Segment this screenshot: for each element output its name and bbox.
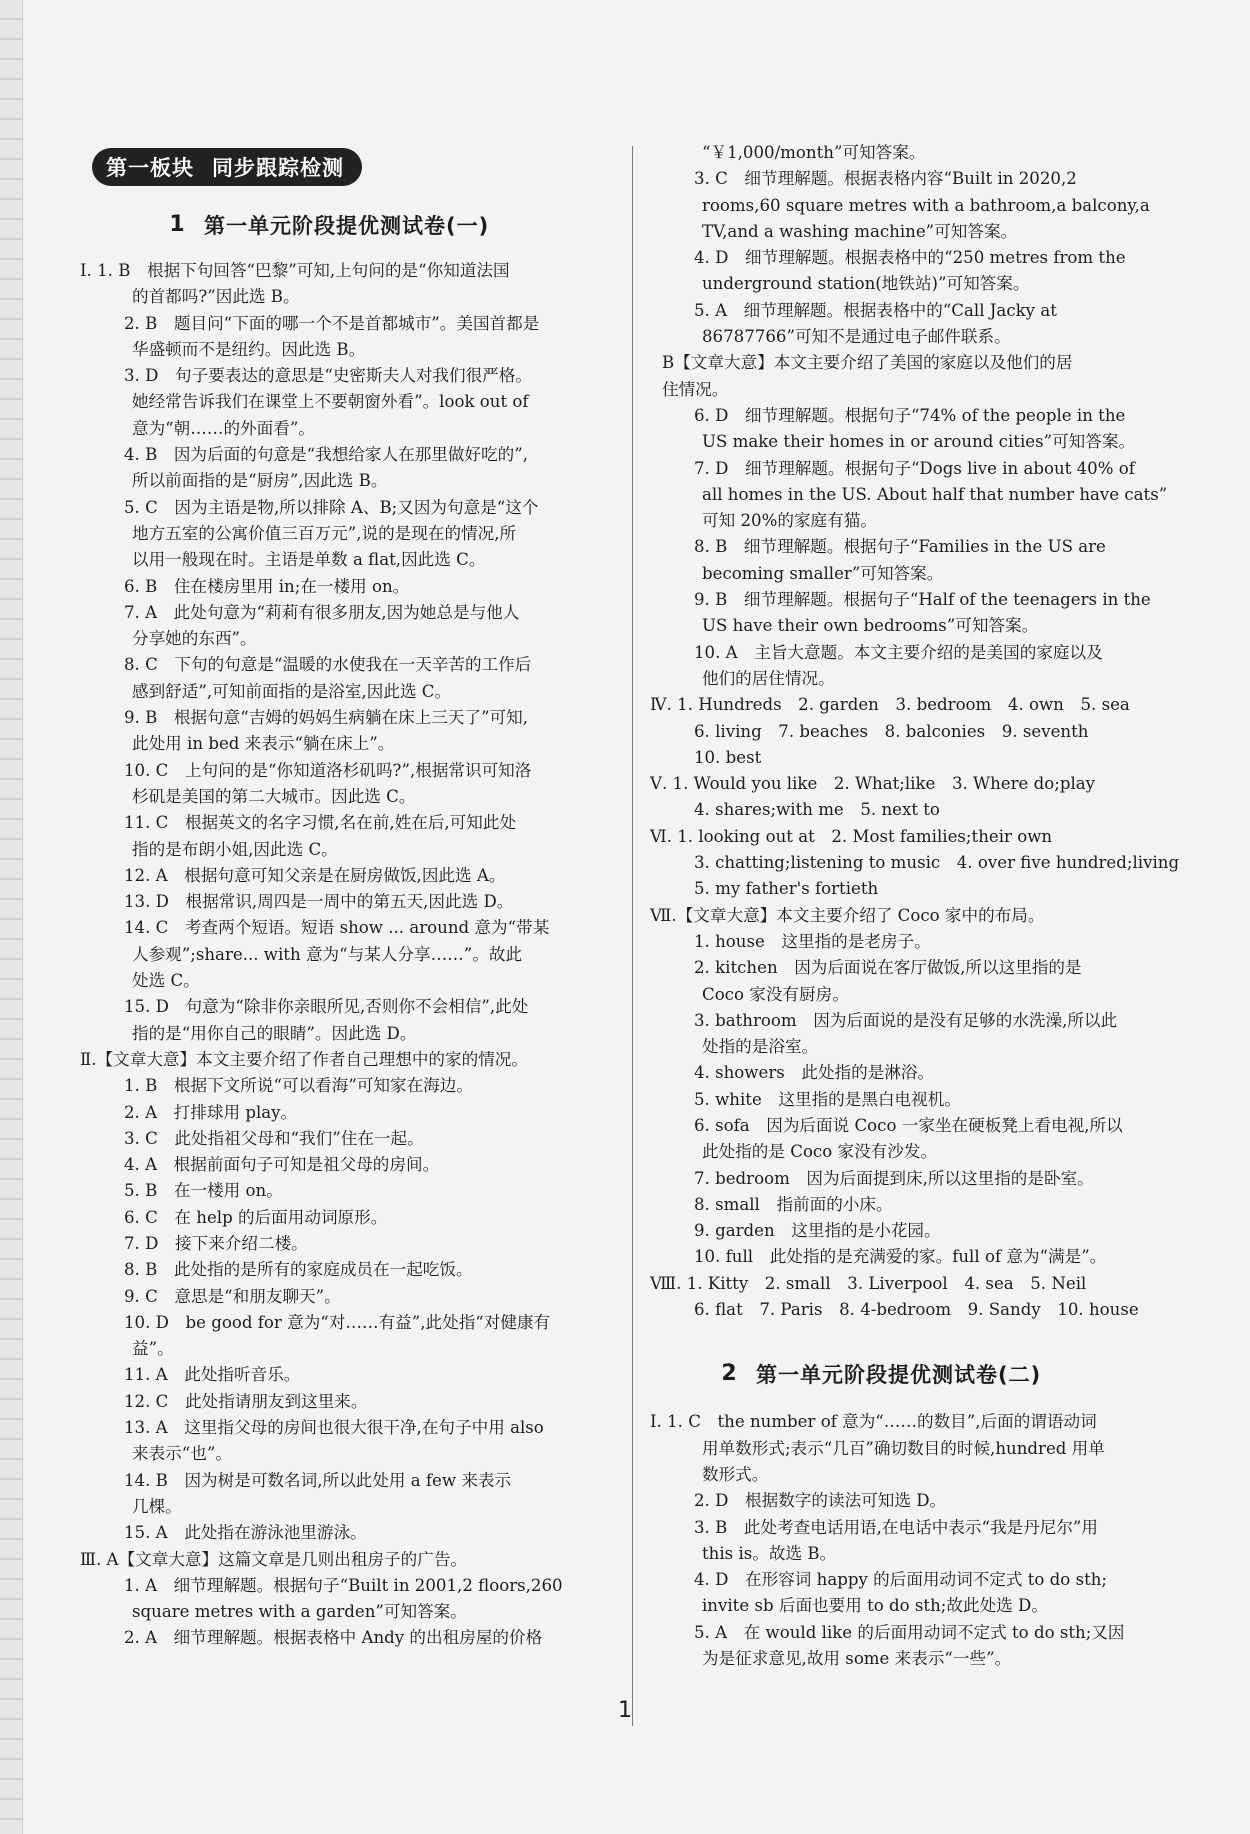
answer-line: 3. C 此处指祖父母和“我们”住在一起。 [124, 1128, 424, 1148]
answer-line: 3. bathroom 因为后面说的是没有足够的水洗澡,所以此 [694, 1010, 1118, 1030]
answer-line: 9. B 根据句意“吉姆的妈妈生病躺在床上三天了”可知, [124, 708, 529, 728]
answer-line: 15. A 此处指在游泳池里游泳。 [124, 1523, 367, 1543]
part-heading-line: Ⅵ. 1. looking out at 2. Most families;their own [650, 826, 1053, 846]
answer-line: 1. B 根据下文所说“可以看海”可知家在海边。 [124, 1076, 473, 1096]
answer-continuation-line: 感到舒适”,可知前面指的是浴室,因此选 C。 [132, 681, 452, 701]
answer-continuation-line: “￥1,000/month”可知答案。 [702, 143, 926, 162]
right-answer-list [650, 140, 1187, 1672]
answer-continuation-line: 此处指的是 Coco 家没有沙发。 [702, 1142, 938, 1162]
answer-line: 3. B 此处考查电话用语,在电话中表示“我是丹尼尔”用 [694, 1517, 1099, 1537]
answer-line: 10. full 此处指的是充满爱的家。full of 意为“满是”。 [694, 1247, 1107, 1267]
answer-continuation-line: underground station(地铁站)”可知答案。 [702, 274, 1030, 294]
banner-main: 第一板块 [106, 156, 194, 180]
answer-continuation-line: 处选 C。 [132, 971, 200, 991]
answer-continuation-line: 人参观”;share... with 意为“与某人分享……”。故此 [132, 944, 523, 964]
answer-line: 6. flat 7. Paris 8. 4-bedroom 9. Sandy 10. house [694, 1300, 1139, 1320]
answer-line: 7. D 细节理解题。根据句子“Dogs live in about 40% of [694, 458, 1135, 478]
answer-line: 2. kitchen 因为后面说在客厅做饭,所以这里指的是 [694, 958, 1082, 978]
answer-continuation-line: invite sb 后面也要用 to do sth;故此处选 D。 [702, 1596, 1048, 1616]
section-number: 1 [169, 212, 185, 237]
answer-continuation-line: 处指的是浴室。 [702, 1037, 819, 1057]
answer-line: 8. B 细节理解题。根据句子“Families in the US are [694, 537, 1106, 557]
answer-continuation-line: 以用一般现在时。主语是单数 a flat,因此选 C。 [132, 550, 486, 570]
answer-line: 1. house 这里指的是老房子。 [694, 931, 931, 951]
answer-continuation-line: 来表示“也”。 [132, 1444, 232, 1464]
section-title: 第一单元阶段提优测试卷(一) [204, 214, 490, 238]
answer-line: 8. B 此处指的是所有的家庭成员在一起吃饭。 [124, 1260, 473, 1280]
answer-line: 14. B 因为树是可数名词,所以此处用 a few 来表示 [124, 1470, 512, 1490]
answer-line: 15. D 句意为“除非你亲眼所见,否则你不会相信”,此处 [124, 997, 529, 1017]
answer-line: 7. bedroom 因为后面提到床,所以这里指的是卧室。 [694, 1168, 1094, 1188]
answer-line: 11. C 根据英文的名字习惯,名在前,姓在后,可知此处 [124, 813, 517, 833]
answer-continuation-line: 益”。 [132, 1339, 174, 1359]
part-heading-line: Ⅷ. 1. Kitty 2. small 3. Liverpool 4. sea 5. Neil [650, 1273, 1087, 1293]
answer-line: 8. small 指前面的小床。 [694, 1194, 893, 1214]
part-heading-line: 住情况。 [662, 379, 729, 399]
part-heading-line: Ⅲ. A【文章大意】这篇文章是几则出租房子的广告。 [80, 1549, 468, 1569]
answer-line: 6. living 7. beaches 8. balconies 9. seventh [694, 721, 1089, 741]
answer-continuation-line: becoming smaller”可知答案。 [702, 563, 944, 583]
answer-continuation-line: 几棵。 [132, 1496, 182, 1516]
section-heading [162, 210, 617, 240]
answer-continuation-line: 的首都吗?”因此选 B。 [132, 287, 300, 307]
answer-line: 10. D be good for 意为“对……有益”,此处指“对健康有 [124, 1312, 551, 1332]
part-heading-line: Ⅴ. 1. Would you like 2. What;like 3. Where do;play [650, 774, 1096, 794]
section-heading [714, 1359, 1187, 1389]
answer-line: 7. D 接下来介绍二楼。 [124, 1233, 308, 1253]
answer-line: 2. A 打排球用 play。 [124, 1102, 298, 1122]
answer-line: 6. sofa 因为后面说 Coco 一家坐在硬板凳上看电视,所以 [694, 1115, 1123, 1135]
page-number: 1 [618, 1698, 632, 1723]
answer-continuation-line: 指的是布朗小姐,因此选 C。 [132, 839, 338, 859]
answer-line: 6. C 在 help 的后面用动词原形。 [124, 1207, 388, 1227]
answer-line: 5. A 在 would like 的后面用动词不定式 to do sth;又因 [694, 1622, 1125, 1642]
part-heading-line: Ⅱ.【文章大意】本文主要介绍了作者自己理想中的家的情况。 [80, 1049, 528, 1069]
answer-continuation-line: 此处用 in bed 来表示“躺在床上”。 [132, 734, 395, 754]
column-divider [632, 146, 633, 1726]
left-column [80, 148, 617, 1652]
answer-continuation-line: square metres with a garden”可知答案。 [132, 1602, 467, 1622]
answer-line: 5. B 在一楼用 on。 [124, 1181, 283, 1201]
answer-continuation-line: 他们的居住情况。 [702, 668, 835, 688]
answer-line: 7. A 此处句意为“莉莉有很多朋友,因为她总是与他人 [124, 602, 520, 622]
answer-line: 8. C 下句的句意是“温暖的水使我在一天辛苦的工作后 [124, 655, 532, 675]
answer-line: 6. D 细节理解题。根据句子“74% of the people in the [694, 405, 1126, 425]
answer-continuation-line: TV,and a washing machine”可知答案。 [702, 221, 1018, 241]
answer-continuation-line: 地方五室的公寓价值三百万元”,说的是现在的情况,所 [132, 523, 517, 543]
answer-continuation-line: this is。故选 B。 [702, 1543, 837, 1563]
section-title: 第一单元阶段提优测试卷(二) [756, 1363, 1042, 1388]
answer-line: 12. C 此处指请朋友到这里来。 [124, 1391, 368, 1411]
answer-line: 4. D 在形容词 happy 的后面用动词不定式 to do sth; [694, 1570, 1108, 1590]
banner-sub: 同步跟踪检测 [212, 156, 344, 180]
answer-line: 4. showers 此处指的是淋浴。 [694, 1063, 935, 1083]
answer-continuation-line: 分享她的东西”。 [132, 629, 257, 649]
answer-line: 5. my father's fortieth [694, 879, 879, 899]
answer-line: 9. B 细节理解题。根据句子“Half of the teenagers in the [694, 590, 1151, 610]
answer-continuation-line: 指的是“用你自己的眼睛”。因此选 D。 [132, 1023, 417, 1043]
answer-continuation-line: 所以前面指的是“厨房”,因此选 B。 [132, 471, 388, 491]
part-heading-line: Ⅰ. 1. B 根据下句回答“巴黎”可知,上句问的是“你知道法国 [80, 261, 510, 280]
answer-line: 12. A 根据句意可知父亲是在厨房做饭,因此选 A。 [124, 865, 506, 885]
answer-continuation-line: US have their own bedrooms”可知答案。 [702, 616, 1039, 636]
answer-line: 10. best [694, 747, 762, 767]
part-heading-line: Ⅶ.【文章大意】本文主要介绍了 Coco 家中的布局。 [650, 905, 1045, 925]
answer-line: 11. A 此处指听音乐。 [124, 1365, 301, 1385]
right-column [650, 140, 1187, 1672]
answer-continuation-line: 可知 20%的家庭有猫。 [702, 511, 877, 531]
answer-continuation-line: 为是征求意见,故用 some 来表示“一些”。 [702, 1649, 1012, 1669]
answer-line: 3. chatting;listening to music 4. over five hundred;living [694, 853, 1180, 873]
answer-line: 3. D 句子要表达的意思是“史密斯夫人对我们很严格。 [124, 366, 532, 386]
answer-line: 2. B 题目问“下面的哪一个不是首都城市”。美国首都是 [124, 313, 540, 333]
answer-line: 3. C 细节理解题。根据表格内容“Built in 2020,2 [694, 169, 1077, 189]
section-number: 2 [721, 1361, 737, 1387]
answer-continuation-line: 意为“朝……的外面看”。 [132, 418, 315, 438]
answer-continuation-line: 用单数形式;表示“几百”确切数目的时候,hundred 用单 [702, 1438, 1105, 1458]
answer-line: 4. B 因为后面的句意是“我想给家人在那里做好吃的”, [124, 445, 529, 465]
page-binding-edge [0, 0, 23, 1834]
answer-continuation-line: all homes in the US. About half that number have cats” [702, 484, 1168, 504]
answer-continuation-line: rooms,60 square metres with a bathroom,a balcony,a [702, 195, 1150, 215]
part-heading-line: Ⅳ. 1. Hundreds 2. garden 3. bedroom 4. own 5. sea [650, 695, 1130, 715]
answer-line: 2. D 根据数字的读法可知选 D。 [694, 1491, 947, 1511]
answer-continuation-line: 她经常告诉我们在课堂上不要朝窗外看”。look out of [132, 392, 529, 412]
answer-line: 4. D 细节理解题。根据表格中的“250 metres from the [694, 248, 1126, 268]
answer-continuation-line: 杉矶是美国的第二大城市。因此选 C。 [132, 786, 416, 806]
answer-line: 14. C 考查两个短语。短语 show ... around 意为“带某 [124, 918, 550, 938]
answer-line: 9. garden 这里指的是小花园。 [694, 1221, 941, 1241]
answer-line: 4. A 根据前面句子可知是祖父母的房间。 [124, 1155, 440, 1175]
answer-continuation-line: US make their homes in or around cities”可知答案。 [702, 432, 1136, 452]
left-answer-list [80, 210, 617, 1652]
answer-line: 10. C 上句问的是“你知道洛杉矶吗?”,根据常识可知洛 [124, 760, 532, 780]
answer-line: 4. shares;with me 5. next to [694, 800, 940, 820]
answer-continuation-line: Coco 家没有厨房。 [702, 984, 849, 1004]
answer-continuation-line: 华盛顿而不是纽约。因此选 B。 [132, 339, 366, 359]
answer-line: 5. C 因为主语是物,所以排除 A、B;又因为句意是“这个 [124, 497, 539, 517]
answer-continuation-line: 86787766”可知不是通过电子邮件联系。 [702, 327, 1011, 347]
answer-line: 6. B 住在楼房里用 in;在一楼用 on。 [124, 576, 410, 596]
answer-continuation-line: 数形式。 [702, 1464, 769, 1484]
answer-line: 5. white 这里指的是黑白电视机。 [694, 1089, 961, 1109]
part-heading-line: Ⅰ. 1. C the number of 意为“……的数目”,后面的谓语动词 [650, 1412, 1097, 1432]
answer-line: 5. A 细节理解题。根据表格中的“Call Jacky at [694, 300, 1057, 320]
answer-line: 13. D 根据常识,周四是一周中的第五天,因此选 D。 [124, 892, 514, 912]
section-banner [92, 148, 362, 186]
answer-line: 9. C 意思是“和朋友聊天”。 [124, 1286, 341, 1306]
answer-line: 1. A 细节理解题。根据句子“Built in 2001,2 floors,260 [124, 1575, 563, 1595]
part-heading-line: B【文章大意】本文主要介绍了美国的家庭以及他们的居 [662, 353, 1073, 373]
answer-line: 13. A 这里指父母的房间也很大很干净,在句子中用 also [124, 1418, 544, 1438]
answer-line: 10. A 主旨大意题。本文主要介绍的是美国的家庭以及 [694, 642, 1103, 662]
answer-line: 2. A 细节理解题。根据表格中 Andy 的出租房屋的价格 [124, 1628, 543, 1648]
